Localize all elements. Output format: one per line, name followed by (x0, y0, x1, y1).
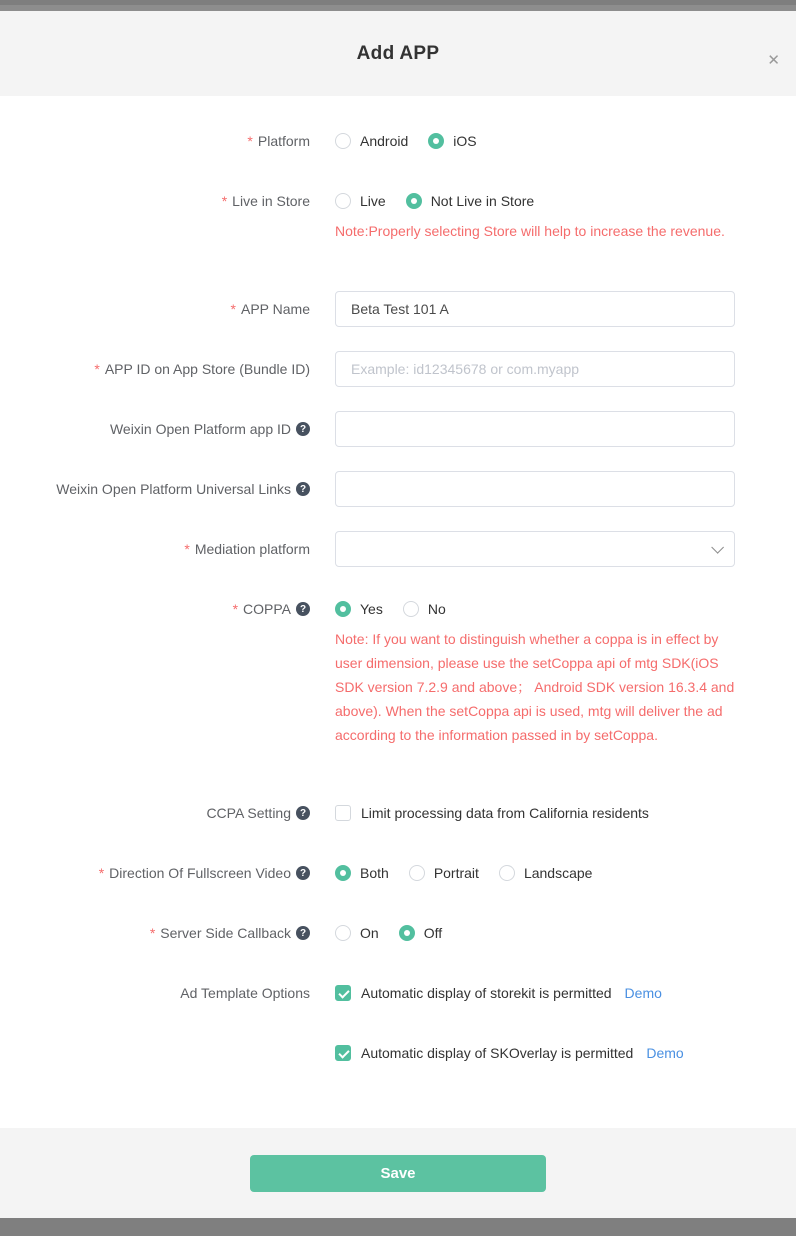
help-icon[interactable]: ? (296, 482, 310, 496)
radio-coppa-no[interactable]: No (403, 601, 446, 617)
form-row-live-in-store (0, 183, 796, 267)
weixin-universal-links-input[interactable] (335, 471, 735, 507)
live-in-store-label: Live in Store (232, 193, 310, 209)
radio-platform-ios[interactable]: iOS (428, 133, 476, 149)
form-row-weixin-app-id (0, 411, 796, 447)
coppa-label: COPPA (243, 601, 291, 617)
form-row-direction (0, 855, 796, 891)
live-in-store-note: Note:Properly selecting Store will help to increase the revenue. (335, 223, 725, 239)
help-icon[interactable]: ? (296, 422, 310, 436)
form-row-app-name (0, 291, 796, 327)
form-row-ad-template-options-2 (0, 1035, 796, 1071)
storekit-demo-link[interactable]: Demo (624, 985, 662, 1001)
radio-coppa-yes[interactable]: Yes (335, 601, 383, 617)
close-icon[interactable]: ✕ (767, 52, 780, 69)
ccpa-label: CCPA Setting (206, 805, 291, 821)
chevron-down-icon (711, 541, 724, 554)
bundle-id-label: APP ID on App Store (Bundle ID) (104, 361, 310, 377)
modal-footer (0, 1128, 796, 1218)
radio-direction-both[interactable]: Both (335, 865, 389, 881)
form-row-weixin-universal-links (0, 471, 796, 507)
radio-icon[interactable] (409, 865, 425, 881)
radio-selected-icon[interactable] (335, 865, 351, 881)
radio-icon[interactable] (335, 925, 351, 941)
radio-icon[interactable] (499, 865, 515, 881)
required-asterisk: * (221, 193, 228, 209)
radio-live[interactable]: Live (335, 193, 386, 209)
radio-selected-icon[interactable] (335, 601, 351, 617)
form-row-server-side-callback (0, 915, 796, 951)
form-row-bundle-id (0, 351, 796, 387)
radio-platform-android[interactable]: Android (335, 133, 408, 149)
page-background-bottom (0, 1218, 796, 1236)
skoverlay-demo-link[interactable]: Demo (646, 1045, 684, 1061)
skoverlay-checkbox[interactable] (335, 1045, 351, 1061)
storekit-checkbox-label: Automatic display of storekit is permitted (361, 985, 612, 1001)
modal-header (0, 11, 796, 96)
required-asterisk: * (230, 301, 236, 317)
required-asterisk: * (247, 133, 253, 149)
required-asterisk: * (184, 541, 190, 557)
help-icon[interactable]: ? (296, 926, 310, 940)
required-asterisk: * (98, 865, 105, 881)
mediation-platform-label: Mediation platform (194, 541, 310, 557)
weixin-app-id-input[interactable] (335, 411, 735, 447)
server-side-callback-label: Server Side Callback (160, 925, 291, 941)
ccpa-checkbox[interactable] (335, 805, 351, 821)
required-asterisk: * (149, 925, 156, 941)
form-row-platform (0, 123, 796, 159)
form-row-mediation-platform (0, 531, 796, 567)
required-asterisk: * (232, 601, 239, 617)
radio-not-live-in-store[interactable]: Not Live in Store (406, 193, 535, 209)
radio-direction-landscape[interactable]: Landscape (499, 865, 593, 881)
help-icon[interactable]: ? (296, 866, 310, 880)
app-name-label: APP Name (241, 301, 310, 317)
save-button[interactable]: Save (250, 1155, 546, 1192)
coppa-note: Note: If you want to distinguish whether a coppa is in effect by user dimension, please use the setCoppa api of mtg SDK(iOS SDK version 7.2.9 and above； Android SDK version 16.3.4 and above). When the setCoppa api is used, mtg will deliver the ad according to the information passed in by setCoppa. (335, 631, 735, 743)
radio-callback-off[interactable]: Off (399, 925, 442, 941)
direction-label: Direction Of Fullscreen Video (109, 865, 291, 881)
form-row-ccpa (0, 795, 796, 831)
skoverlay-checkbox-label: Automatic display of SKOverlay is permitted (361, 1045, 634, 1061)
radio-icon[interactable] (403, 601, 419, 617)
help-icon[interactable]: ? (296, 806, 310, 820)
ccpa-checkbox-label: Limit processing data from California residents (361, 805, 649, 821)
mediation-platform-select[interactable] (335, 531, 735, 567)
radio-selected-icon[interactable] (428, 133, 444, 149)
radio-selected-icon[interactable] (399, 925, 415, 941)
modal-title: Add APP (356, 42, 440, 64)
weixin-app-id-label: Weixin Open Platform app ID (109, 421, 291, 437)
ad-template-options-label: Ad Template Options (180, 985, 310, 1001)
radio-icon[interactable] (335, 133, 351, 149)
add-app-form (0, 96, 796, 1128)
platform-label: Platform (257, 133, 310, 149)
form-row-coppa (0, 591, 796, 771)
help-icon[interactable]: ? (296, 602, 310, 616)
form-row-ad-template-options (0, 975, 796, 1011)
weixin-universal-links-label: Weixin Open Platform Universal Links (56, 481, 291, 497)
required-asterisk: * (94, 361, 100, 377)
storekit-checkbox[interactable] (335, 985, 351, 1001)
radio-direction-portrait[interactable]: Portrait (409, 865, 479, 881)
radio-icon[interactable] (335, 193, 351, 209)
app-name-input[interactable] (335, 291, 735, 327)
bundle-id-input[interactable] (335, 351, 735, 387)
radio-selected-icon[interactable] (406, 193, 422, 209)
radio-callback-on[interactable]: On (335, 925, 379, 941)
